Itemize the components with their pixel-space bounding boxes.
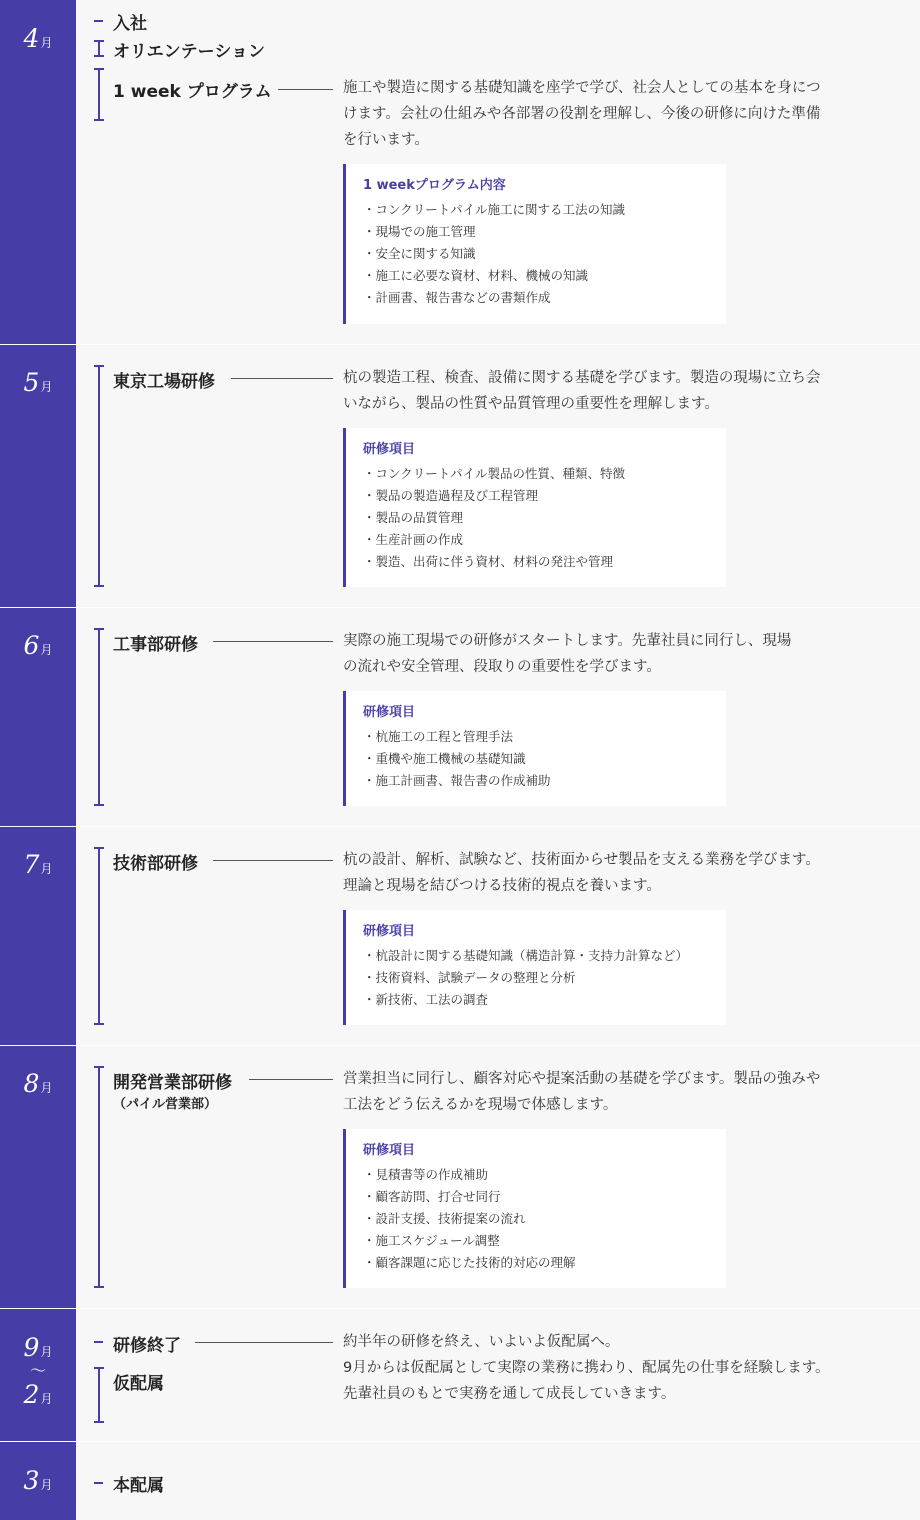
timeline-bracket xyxy=(98,1367,100,1423)
connector-line xyxy=(213,860,333,861)
section-divider xyxy=(0,1441,920,1442)
august-description: 営業担当に同行し、顧客対応や提案活動の基礎を学びます。製品の強みや 工法をどう伝えるかを現場で体感します。 xyxy=(343,1071,821,1113)
training-end-title: 研修終了 xyxy=(113,1336,181,1356)
orientation-title: オリエンテーション xyxy=(113,42,265,62)
card-title: 研修項目 xyxy=(363,924,416,939)
timeline-bracket xyxy=(98,365,100,587)
list-item: ・安全に関する知識 xyxy=(363,246,476,261)
timeline-bracket xyxy=(98,40,100,57)
connector-line xyxy=(278,89,333,90)
list-item: ・顧客課題に応じた技術的対応の理解 xyxy=(363,1255,576,1270)
list-item: ・新技術、工法の調査 xyxy=(363,992,489,1007)
april-description: 施工や製造に関する基礎知識を座学で学び、社会人としての基本を身につ けます。会社の仕組みや各部署の役割を理解し、今後の研修に向けた準備 を行います。 xyxy=(343,80,821,148)
month-label-sep-feb: 9月 ～ 2月 xyxy=(23,1333,53,1409)
june-description: 実際の施工現場での研修がスタートします。先輩社員に同行し、現場 の流れや安全管理、段取りの重要性を学びます。 xyxy=(343,633,792,675)
connector-line xyxy=(231,378,333,379)
program-title: 1 week プログラム xyxy=(113,82,272,102)
card-title: 研修項目 xyxy=(363,1143,416,1158)
list-item: ・杭設計に関する基礎知識（構造計算・支持力計算など） xyxy=(363,948,689,963)
month-label-may: 5月 xyxy=(23,368,53,397)
timeline-bracket xyxy=(98,1066,100,1288)
july-training-card xyxy=(343,910,726,1025)
month-label-july: 7月 xyxy=(23,850,53,879)
timeline-bracket xyxy=(98,628,100,806)
may-description: 杭の製造工程、検査、設備に関する基礎を学びます。製造の現場に立ち会 いながら、製品の性質や品質管理の重要性を理解します。 xyxy=(343,370,821,412)
august-subtitle: （パイル営業部） xyxy=(113,1097,218,1112)
final-assignment-title: 本配属 xyxy=(113,1476,164,1496)
card-title: 1 weekプログラム内容 xyxy=(363,178,506,193)
list-item: ・杭施工の工程と管理手法 xyxy=(363,729,514,744)
list-item: ・製品の品質管理 xyxy=(363,510,464,525)
list-item: ・施工スケジュール調整 xyxy=(363,1233,500,1248)
connector-line xyxy=(249,1079,333,1080)
july-description: 杭の設計、解析、試験など、技術面からせ製品を支える業務を学びます。 理論と現場を結びつける技術的視点を養います。 xyxy=(343,852,820,894)
card-title: 研修項目 xyxy=(363,705,416,720)
list-item: ・設計支援、技術提案の流れ xyxy=(363,1211,526,1226)
august-title: 開発営業部研修 xyxy=(113,1073,232,1093)
provisional-assignment-title: 仮配属 xyxy=(113,1374,164,1394)
timeline-dash xyxy=(94,1482,103,1484)
section-divider xyxy=(0,607,920,608)
section-divider xyxy=(0,344,920,345)
list-item: ・製品の製造過程及び工程管理 xyxy=(363,488,539,503)
month-label-march: 3月 xyxy=(23,1466,53,1495)
list-item: ・コンクリートパイル施工に関する工法の知識 xyxy=(363,202,626,217)
july-title: 技術部研修 xyxy=(113,854,198,874)
month-label-august: 8月 xyxy=(23,1069,53,1098)
list-item: ・見積書等の作成補助 xyxy=(363,1167,489,1182)
list-item: ・重機や施工機械の基礎知識 xyxy=(363,751,526,766)
april-program-card xyxy=(343,164,726,324)
entry-title: 入社 xyxy=(113,14,147,34)
list-item: ・施工計画書、報告書の作成補助 xyxy=(363,773,551,788)
timeline-bracket xyxy=(98,847,100,1025)
list-item: ・技術資料、試験データの整理と分析 xyxy=(363,970,576,985)
connector-line xyxy=(213,641,333,642)
list-item: ・計画書、報告書などの書類作成 xyxy=(363,290,551,305)
august-training-card xyxy=(343,1129,726,1288)
may-title: 東京工場研修 xyxy=(113,372,215,392)
card-title: 研修項目 xyxy=(363,442,416,457)
section-divider xyxy=(0,1308,920,1309)
may-training-card xyxy=(343,428,726,587)
list-item: ・現場での施工管理 xyxy=(363,224,476,239)
sep-feb-description: 約半年の研修を終え、いよいよ仮配属へ。 9月からは仮配属として実際の業務に携わり、配属先の仕事を経験します。 先輩社員のもとで実務を通して成長していきます。 xyxy=(343,1334,830,1402)
month-label-june: 6月 xyxy=(23,631,53,660)
list-item: ・コンクリートパイル製品の性質、種類、特徴 xyxy=(363,466,626,481)
month-label-april: 4月 xyxy=(23,24,53,53)
list-item: ・施工に必要な資材、材料、機械の知識 xyxy=(363,268,589,283)
section-divider xyxy=(0,1045,920,1046)
timeline-dash xyxy=(94,20,103,22)
list-item: ・生産計画の作成 xyxy=(363,532,464,547)
june-title: 工事部研修 xyxy=(113,635,198,655)
list-item: ・製造、出荷に伴う資材、材料の発注や管理 xyxy=(363,554,614,569)
june-training-card xyxy=(343,691,726,806)
list-item: ・顧客訪問、打合せ同行 xyxy=(363,1189,501,1204)
timeline-dash xyxy=(94,1341,103,1343)
connector-line xyxy=(195,1342,333,1343)
month-column xyxy=(0,0,76,1520)
section-divider xyxy=(0,826,920,827)
timeline-bracket xyxy=(98,68,100,121)
